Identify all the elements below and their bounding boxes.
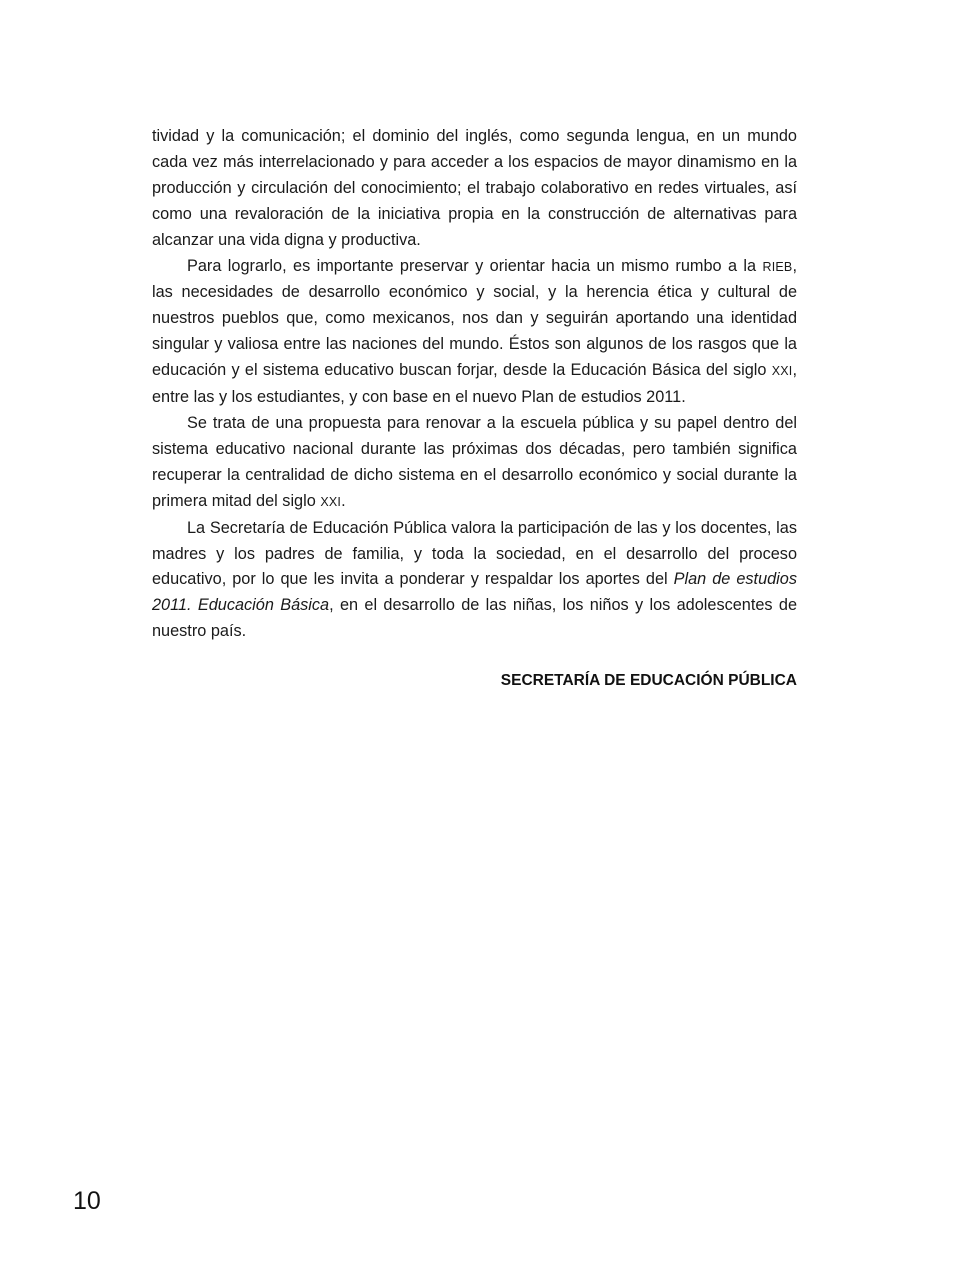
signature: SECRETARÍA DE EDUCACIÓN PÚBLICA [500,672,797,689]
paragraph-4-text: La Secretaría de Educación Pública valora la participación de las y los docentes, las madres y los padres de familia, y toda la sociedad, en el desarrollo del proceso educativo, por lo que les invita a ponderar y respaldar los aportes del [152,518,797,589]
paragraph-2-text: , las necesidades de desarrollo económico y social, y la herencia ética y cultural de nuestros pueblos que, como mexicanos, nos dan y seguirán aportando una identidad singular y valiosa entre las naciones del mundo. Éstos son algunos de los rasgos que la educación y el sistema educativo buscan forjar, desde la Educación Básica del siglo [152,256,797,380]
paragraph-4 [152,516,797,646]
paragraph-3 [152,411,797,516]
paragraph-3-text: Se trata de una propuesta para renovar a la escuela pública y su papel dentro del sistema educativo nacional durante las próximas dos décadas, pero también significa recuperar la centralidad de dicho sistema en el desarrollo económico y social durante la primera mitad del siglo [152,413,797,510]
plan-title-italic: Plan de estudios 2011. Educación Básica [152,570,797,615]
paragraph-1 [152,124,797,254]
century-xxi: XXI [320,494,342,509]
paragraph-3-text: . [341,491,346,510]
paragraph-2-text: , entre las y los estudiantes, y con base en el nuevo Plan de estudios 2011. [152,361,797,407]
page-number: 10 [73,1187,101,1215]
paragraph-2-text: Para lograrlo, es importante preservar y orientar hacia un mismo rumbo a la [187,256,763,275]
paragraph-1-text: tividad y la comunicación; el dominio del inglés, como segunda lengua, en un mundo cada vez más interrelacionado y para acceder a los espacios de mayor dinamismo en la producción y circulación del conocimiento; el trabajo colaborativo en redes virtuales, así como una revaloración de la iniciativa propia en la construcción de alternativas para alcanzar una vida digna y productiva. [152,127,797,249]
body-text [152,124,797,645]
paragraph-2 [152,254,797,411]
century-xxi: XXI [771,364,793,379]
paragraph-4-text: , en el desarrollo de las niñas, los niños y los adolescentes de nuestro país. [152,596,797,641]
acronym-rieb: RIEB [762,259,793,274]
